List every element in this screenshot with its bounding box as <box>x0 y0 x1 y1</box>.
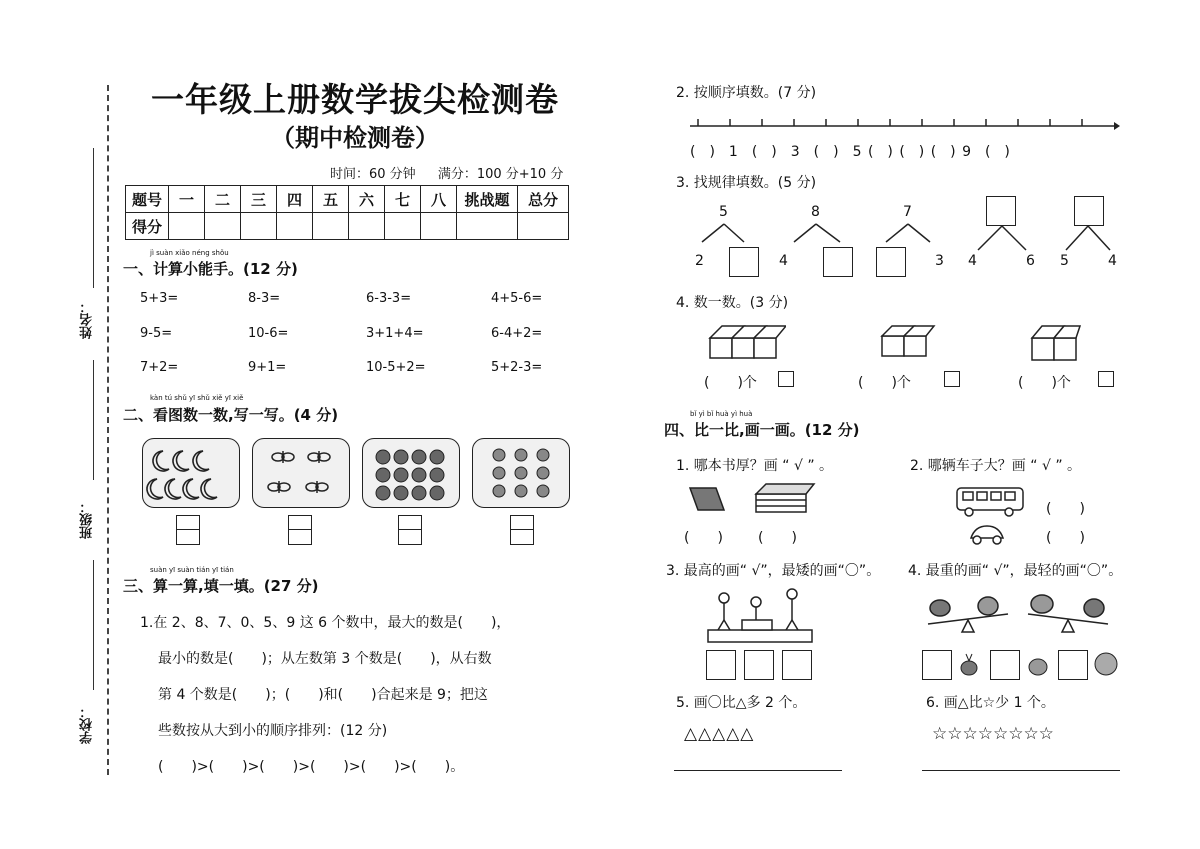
butterfly-picture <box>252 438 350 508</box>
class-line[interactable] <box>93 360 94 480</box>
p3-question: 3. 最高的画“ √”，最矮的画“〇”。 <box>666 563 881 579</box>
tree2-left: 4 <box>779 253 788 269</box>
p5-triangles: △△△△△ <box>684 724 755 744</box>
name-label: 姓名： <box>80 300 95 339</box>
p1-blank-1[interactable]: ( ) <box>684 530 723 546</box>
radish-icon <box>954 652 984 678</box>
class-label: 班级： <box>80 500 95 539</box>
time-limit: 时间：60 分钟 <box>330 167 416 182</box>
exam-meta <box>330 163 581 182</box>
moon-picture <box>142 438 240 508</box>
cube-icon <box>1098 371 1114 387</box>
q4-blank-3[interactable]: ( )个 <box>1018 375 1071 391</box>
score-cell[interactable] <box>241 213 277 240</box>
q1-line-3: 第 4 个数是( )；( )和( )合起来是 9；把这 <box>158 687 488 703</box>
tree2-top: 8 <box>811 204 820 220</box>
score-cell[interactable] <box>457 213 518 240</box>
p2-blank-2[interactable]: ( ) <box>1046 530 1085 546</box>
pumpkin-picture <box>362 438 460 508</box>
page-title: 一年级上册数学拔尖检测卷 <box>151 80 559 119</box>
score-table-header-row <box>126 186 569 213</box>
cube-stack-2 <box>880 322 936 362</box>
section4-pinyin: bǐ yì bǐ huà yì huà <box>690 410 753 418</box>
section1-title: 一、计算小能手。(12 分) <box>123 260 298 278</box>
q1-line-4: 些数按从大到小的顺序排列：(12 分) <box>158 723 388 739</box>
p2-question: 2. 哪辆车子大？画 “ √ ” 。 <box>910 458 1082 474</box>
p4-answer-box[interactable] <box>1058 650 1088 680</box>
score-cell[interactable] <box>421 213 457 240</box>
p5-answer-line[interactable] <box>674 770 842 771</box>
p6-stars: ☆☆☆☆☆☆☆☆ <box>932 724 1054 744</box>
flower-icon <box>473 439 569 507</box>
picture-answer-box[interactable] <box>398 515 422 545</box>
calc-item: 6-4+2= <box>491 326 543 341</box>
full-score: 满分：100 分+10 分 <box>437 167 564 182</box>
score-cell[interactable] <box>169 213 205 240</box>
book-icon <box>686 480 816 520</box>
score-header-cell: 三 <box>241 186 277 213</box>
calc-item: 9+1= <box>248 360 287 375</box>
score-header-cell: 题号 <box>126 186 169 213</box>
cube-icon <box>944 371 960 387</box>
score-header-cell: 二 <box>205 186 241 213</box>
score-header-cell: 四 <box>277 186 313 213</box>
flower-picture <box>472 438 570 508</box>
p5-question: 5. 画〇比△多 2 个。 <box>676 695 807 711</box>
calc-item: 4+5-6= <box>491 291 543 306</box>
section4-title: 四、比一比,画一画。(12 分) <box>664 421 860 439</box>
page-subtitle: （期中检测卷） <box>271 124 439 152</box>
section1-pinyin: jì suàn xiǎo néng shǒu <box>150 249 229 257</box>
butterfly-icon <box>253 439 349 507</box>
tree1-left: 2 <box>695 253 704 269</box>
tree1-right-box[interactable] <box>729 247 759 277</box>
p4-question: 4. 最重的画“ √”，最轻的画“〇”。 <box>908 563 1123 579</box>
score-cell[interactable] <box>518 213 569 240</box>
section2-title: 二、看图数一数,写一写。(4 分) <box>123 406 339 424</box>
calc-item: 7+2= <box>140 360 179 375</box>
p4-answer-box[interactable] <box>990 650 1020 680</box>
balance-scale-icon <box>922 588 1118 636</box>
q3-title: 3. 找规律填数。(5 分) <box>676 175 817 191</box>
q4-title: 4. 数一数。(3 分) <box>676 295 789 311</box>
picture-answer-box[interactable] <box>510 515 534 545</box>
calc-item: 3+1+4= <box>366 326 424 341</box>
score-table-score-row <box>126 213 569 240</box>
score-header-cell: 五 <box>313 186 349 213</box>
p6-question: 6. 画△比☆少 1 个。 <box>926 695 1055 711</box>
calc-item: 5+2-3= <box>491 360 543 375</box>
children-height-icon <box>706 588 816 644</box>
calc-item: 10-6= <box>248 326 289 341</box>
tree3-left-box[interactable] <box>876 247 906 277</box>
score-header-cell: 六 <box>349 186 385 213</box>
cabbage-icon <box>1092 648 1120 678</box>
number-line <box>690 114 1120 134</box>
score-cell[interactable] <box>205 213 241 240</box>
school-label: 学校： <box>80 705 95 744</box>
pumpkin-icon <box>363 439 459 507</box>
score-cell[interactable] <box>349 213 385 240</box>
calc-item: 9-5= <box>140 326 173 341</box>
tree4-top-box[interactable] <box>986 196 1016 226</box>
score-header-cell: 总分 <box>518 186 569 213</box>
tree4-left: 4 <box>968 253 977 269</box>
eggplant-icon <box>1024 652 1052 678</box>
tree2-right-box[interactable] <box>823 247 853 277</box>
p3-answer-box[interactable] <box>744 650 774 680</box>
tree4-right: 6 <box>1026 253 1035 269</box>
q1-line-1: 1.在 2、8、7、0、5、9 这 6 个数中，最大的数是( )， <box>140 615 511 631</box>
p2-blank-1[interactable]: ( ) <box>1046 501 1085 517</box>
tree5-left: 5 <box>1060 253 1069 269</box>
tree5-right: 4 <box>1108 253 1117 269</box>
score-cell[interactable] <box>313 213 349 240</box>
p1-question: 1. 哪本书厚？画 “ √ ” 。 <box>676 458 834 474</box>
p4-answer-box[interactable] <box>922 650 952 680</box>
binding-dashed-line <box>107 85 109 775</box>
tree5-top-box[interactable] <box>1074 196 1104 226</box>
score-header-cell: 七 <box>385 186 421 213</box>
score-header-cell: 八 <box>421 186 457 213</box>
score-header-cell: 挑战题 <box>457 186 518 213</box>
name-line[interactable] <box>93 148 94 288</box>
score-header-cell: 一 <box>169 186 205 213</box>
vehicle-icon <box>955 484 1027 548</box>
calc-item: 6-3-3= <box>366 291 412 306</box>
section3-title: 三、算一算,填一填。(27 分) <box>123 577 319 595</box>
section2-pinyin: kàn tú shǔ yī shǔ xiě yī xiě <box>150 394 244 402</box>
p6-answer-line[interactable] <box>922 770 1120 771</box>
moon-icon <box>143 439 239 507</box>
section3-pinyin: suàn yī suàn tián yī tián <box>150 566 234 574</box>
calc-item: 10-5+2= <box>366 360 426 375</box>
picture-answer-box[interactable] <box>288 515 312 545</box>
score-cell[interactable] <box>385 213 421 240</box>
score-label-cell: 得分 <box>126 213 169 240</box>
score-cell[interactable] <box>277 213 313 240</box>
cube-icon <box>778 371 794 387</box>
p3-answer-box[interactable] <box>706 650 736 680</box>
tree1-top: 5 <box>719 204 728 220</box>
cube-stack-1 <box>706 318 786 364</box>
q1-line-2: 最小的数是( )；从左数第 3 个数是( )，从右数 <box>158 651 492 667</box>
q2-sequence: ( ) 1 ( ) 3 ( ) 5 ( ) ( ) ( ) 9 ( ) <box>690 144 1010 160</box>
cube-stack-3 <box>1030 320 1082 364</box>
calc-item: 8-3= <box>248 291 281 306</box>
score-table <box>125 185 569 240</box>
q2-title: 2. 按顺序填数。(7 分) <box>676 85 817 101</box>
p3-answer-box[interactable] <box>782 650 812 680</box>
q1-line-5: ( )>( )>( )>( )>( )>( )。 <box>158 759 465 775</box>
calc-item: 5+3= <box>140 291 179 306</box>
tree3-top: 7 <box>903 204 912 220</box>
school-line[interactable] <box>93 560 94 690</box>
q4-blank-1[interactable]: ( )个 <box>704 375 757 391</box>
picture-answer-box[interactable] <box>176 515 200 545</box>
p1-blank-2[interactable]: ( ) <box>758 530 797 546</box>
q4-blank-2[interactable]: ( )个 <box>858 375 911 391</box>
tree3-right: 3 <box>935 253 944 269</box>
